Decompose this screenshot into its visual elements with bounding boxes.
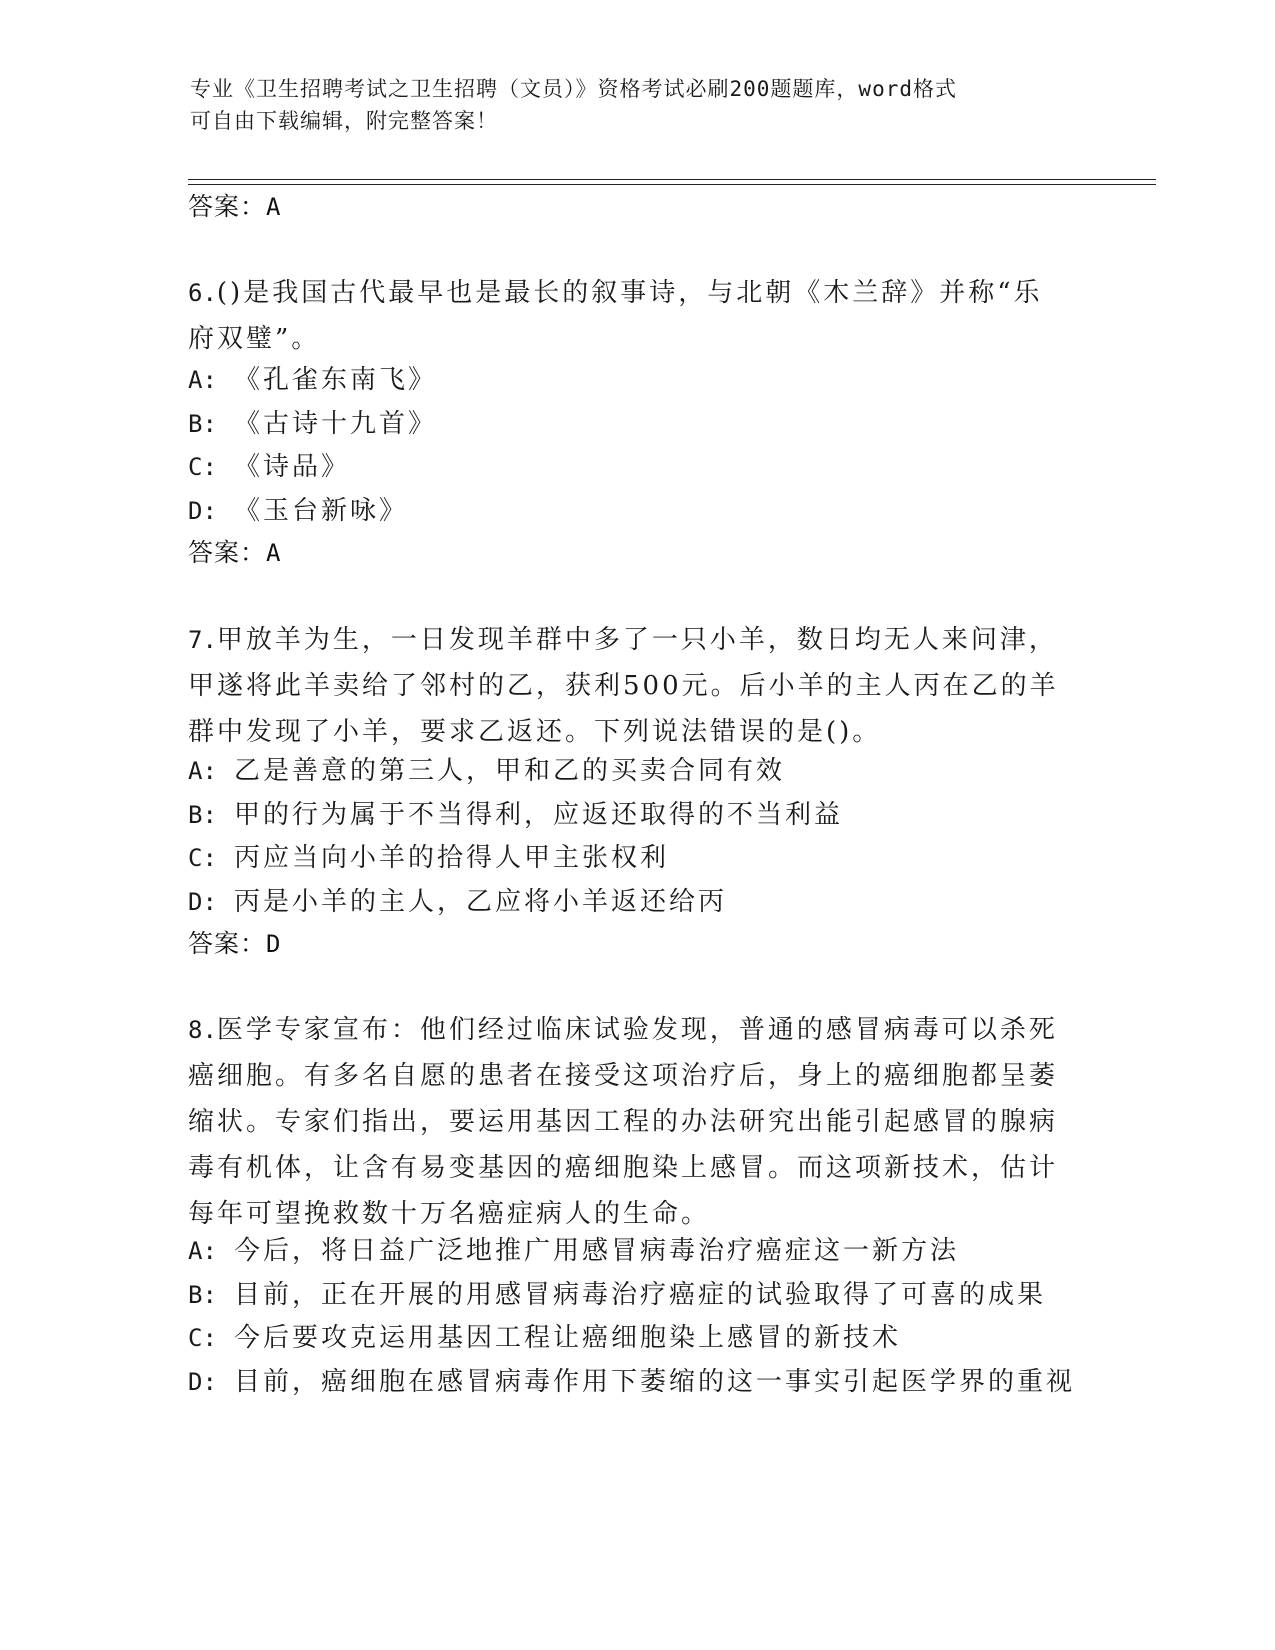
option-text: 今后要攻克运用基因工程让癌细胞染上感冒的新技术 [234,1323,902,1353]
question-8-option-a [188,1233,1088,1269]
header-line-2: 可自由下载编辑，附完整答案！ [190,109,498,133]
option-key: C: [188,453,217,481]
option-key: D: [188,888,217,916]
question-7-stem [188,617,1088,755]
question-7-option-c [188,840,1088,876]
option-key: B: [188,410,217,438]
question-7-option-d [188,884,1088,920]
question-line: 癌细胞。有多名自愿的患者在接受这项治疗后，身上的癌细胞都呈萎 [188,1061,1059,1091]
option-key: B: [188,801,217,829]
option-text: 《诗品》 [234,452,351,482]
question-6-option-d [188,493,1088,529]
option-key: C: [188,1324,217,1352]
option-text: 《孔雀东南飞》 [234,365,438,395]
page-header [190,73,1090,137]
question-line: 甲遂将此羊卖给了邻村的乙，获利500元。后小羊的主人丙在乙的羊 [188,671,1059,701]
question-line: 8.医学专家宣布：他们经过临床试验发现，普通的感冒病毒可以杀死 [188,1015,1058,1045]
header-line-1: 专业《卫生招聘考试之卫生招聘（文员）》资格考试必刷200题题库，word格式 [190,77,957,101]
question-7-option-a [188,753,1088,789]
header-rule-bottom [188,184,1156,185]
question-number: 8. [188,1016,217,1044]
option-key: D: [188,1368,217,1396]
question-8-option-d [188,1364,1088,1400]
question-number: 7. [188,626,217,654]
option-key: C: [188,844,217,872]
option-key: A: [188,757,217,785]
answer-value: A [266,539,281,567]
option-key: B: [188,1281,217,1309]
question-8-stem [188,1007,1088,1237]
option-text: 甲的行为属于不当得利，应返还取得的不当利益 [234,800,844,830]
option-text: 目前，正在开展的用感冒病毒治疗癌症的试验取得了可喜的成果 [234,1280,1047,1310]
question-6-answer [188,538,280,568]
option-text: 《玉台新咏》 [234,496,409,526]
option-text: 今后，将日益广泛地推广用感冒病毒治疗癌症这一新方法 [234,1236,960,1266]
answer-label: 答案： [188,538,267,567]
question-line: 每年可望挽救数十万名癌症病人的生命。 [188,1199,711,1229]
question-line: 6.()是我国古代最早也是最长的叙事诗，与北朝《木兰辞》并称“乐 [188,278,1043,308]
answer-label: 答案： [188,929,267,958]
answer-value: D [266,930,281,958]
question-6-stem [188,270,1088,362]
question-8-option-b [188,1277,1088,1313]
option-text: 目前，癌细胞在感冒病毒作用下萎缩的这一事实引起医学界的重视 [234,1367,1076,1397]
question-6-option-a [188,362,1088,398]
option-key: D: [188,497,217,525]
answer-label: 答案： [188,192,267,221]
question-7-answer [188,929,280,959]
option-key: A: [188,366,217,394]
question-line: 府双璧”。 [188,324,321,354]
option-text: 乙是善意的第三人，甲和乙的买卖合同有效 [234,756,786,786]
question-6-option-c [188,449,1088,485]
option-text: 丙应当向小羊的拾得人甲主张权利 [234,843,670,873]
option-key: A: [188,1237,217,1265]
question-7-option-b [188,797,1088,833]
prev-question-answer [188,192,280,222]
question-number: 6. [188,279,217,307]
option-text: 《古诗十九首》 [234,409,438,439]
question-6-option-b [188,406,1088,442]
question-line: 缩状。专家们指出，要运用基因工程的办法研究出能引起感冒的腺病 [188,1107,1059,1137]
answer-value: A [266,193,281,221]
question-line: 群中发现了小羊，要求乙返还。下列说法错误的是()。 [188,717,882,747]
question-line: 毒有机体，让含有易变基因的癌细胞染上感冒。而这项新技术，估计 [188,1153,1059,1183]
header-rule-top [188,179,1156,180]
question-line: 7.甲放羊为生，一日发现羊群中多了一只小羊，数日均无人来问津， [188,625,1058,655]
option-text: 丙是小羊的主人，乙应将小羊返还给丙 [234,887,728,917]
question-8-option-c [188,1320,1088,1356]
